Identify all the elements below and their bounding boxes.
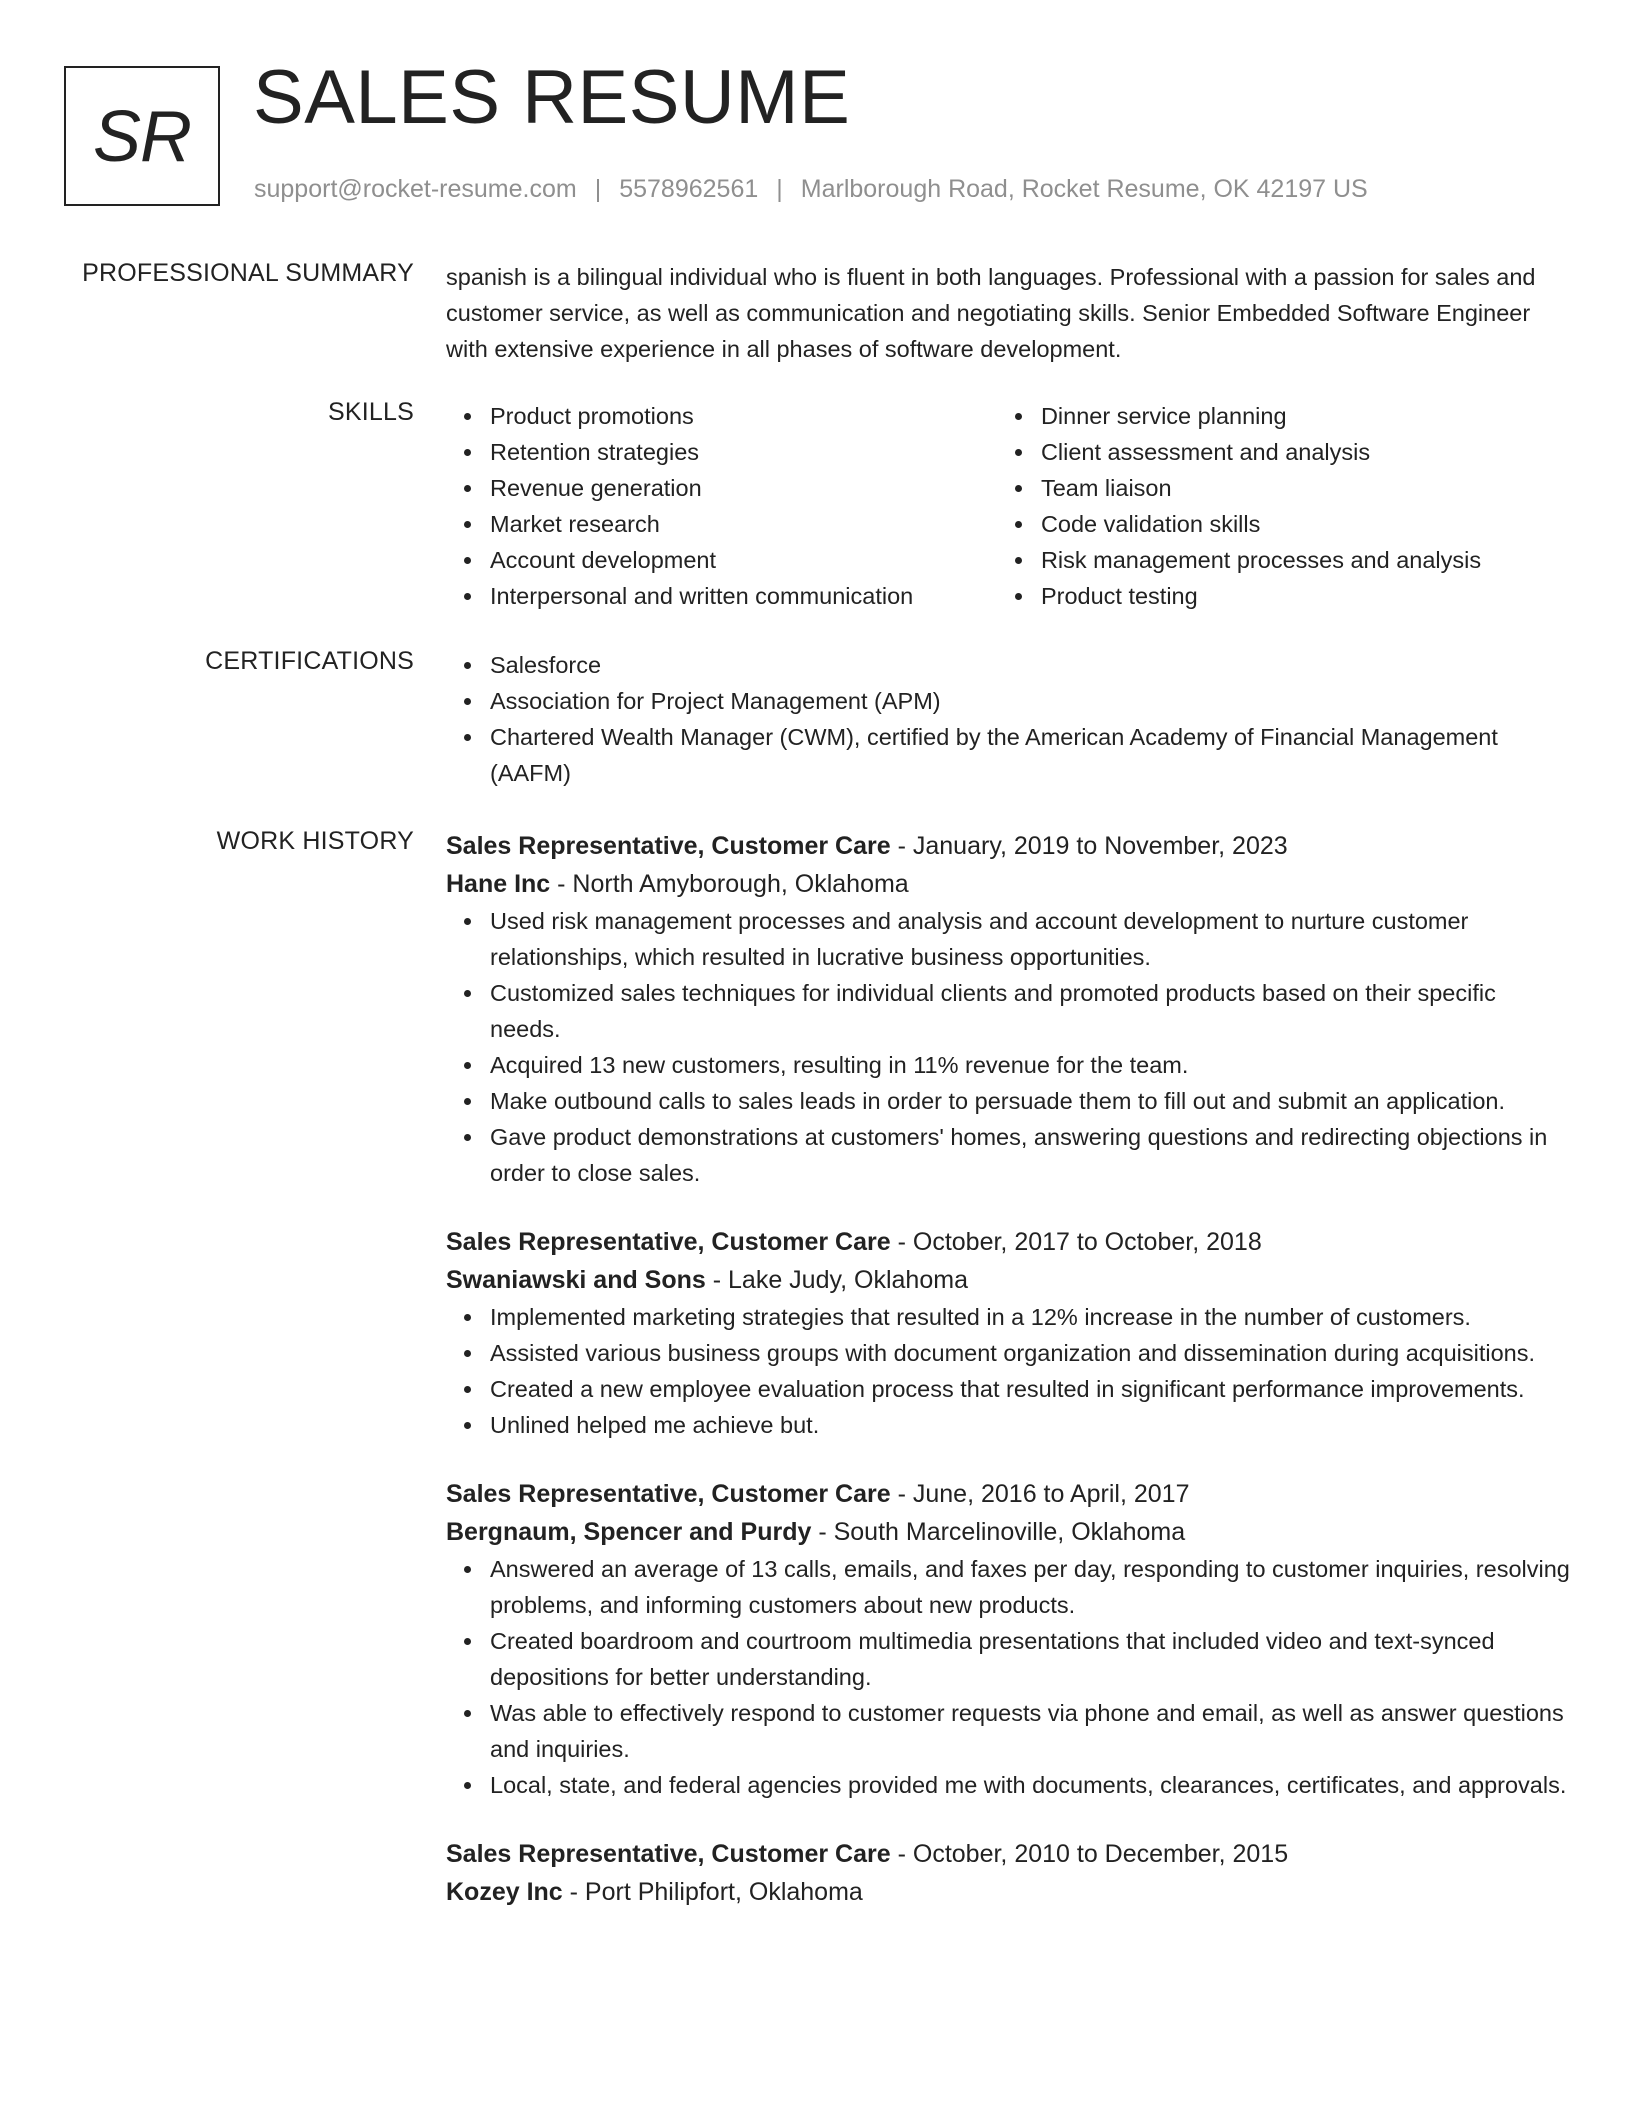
job-location: - North Amyborough, Oklahoma (550, 870, 909, 898)
job-bullet: Local, state, and federal agencies provided me with documents, clearances, certificates, and approvals. (490, 1767, 1570, 1803)
skill-item: Product testing (1041, 578, 1570, 614)
skill-item: Team liaison (1041, 470, 1570, 506)
job-company: Kozey Inc (446, 1878, 563, 1906)
skill-item: Code validation skills (1041, 506, 1570, 542)
job-company-line (446, 1261, 1570, 1299)
skill-item: Client assessment and analysis (1041, 434, 1570, 470)
job-entry (446, 827, 1570, 1191)
skills-column-1 (446, 398, 997, 614)
monogram-initials: SR (92, 97, 192, 177)
contact-line (254, 175, 1368, 204)
job-bullets (446, 903, 1570, 1191)
skill-item: Product promotions (490, 398, 997, 434)
job-role: Sales Representative, Customer Care (446, 1480, 891, 1508)
job-dates: - June, 2016 to April, 2017 (890, 1480, 1190, 1508)
certification-item: Salesforce (490, 647, 1570, 683)
certification-item: Association for Project Management (APM) (490, 683, 1570, 719)
job-company: Bergnaum, Spencer and Purdy (446, 1518, 812, 1546)
job-role-line (446, 827, 1570, 865)
job-bullet: Implemented marketing strategies that resulted in a 12% increase in the number of customers. (490, 1299, 1570, 1335)
job-location: - Lake Judy, Oklahoma (705, 1266, 968, 1294)
contact-address: Marlborough Road, Rocket Resume, OK 42197 US (800, 175, 1368, 203)
contact-email[interactable]: support@rocket-resume.com (254, 175, 577, 203)
skill-item: Dinner service planning (1041, 398, 1570, 434)
job-role: Sales Representative, Customer Care (446, 1228, 891, 1256)
job-role: Sales Representative, Customer Care (446, 832, 891, 860)
job-bullet: Customized sales techniques for individual clients and promoted products based on their specific needs. (490, 975, 1570, 1047)
job-entry (446, 1835, 1570, 1911)
job-role-line (446, 1223, 1570, 1261)
skill-item: Account development (490, 542, 997, 578)
contact-phone[interactable]: 5578962561 (619, 175, 759, 203)
summary-body (446, 259, 1570, 367)
job-role-line (446, 1835, 1570, 1873)
job-bullet: Gave product demonstrations at customers' homes, answering questions and redirecting objections in order to close sales. (490, 1119, 1570, 1191)
job-entry (446, 1223, 1570, 1443)
contact-separator: | (594, 175, 602, 203)
certification-item: Chartered Wealth Manager (CWM), certified by the American Academy of Financial Management (AAFM) (490, 719, 1570, 791)
job-bullet: Used risk management processes and analysis and account development to nurture customer relationships, which resulted in lucrative business opportunities. (490, 903, 1570, 975)
certifications-body (446, 647, 1570, 791)
job-bullet: Make outbound calls to sales leads in order to persuade them to fill out and submit an application. (490, 1083, 1570, 1119)
job-role-line (446, 1475, 1570, 1513)
section-title-summary: PROFESSIONAL SUMMARY (82, 259, 414, 287)
job-dates: - October, 2017 to October, 2018 (890, 1228, 1262, 1256)
section-title-skills: SKILLS (328, 398, 414, 426)
job-bullet: Created boardroom and courtroom multimedia presentations that included video and text-synced depositions for better understanding. (490, 1623, 1570, 1695)
section-title-certifications: CERTIFICATIONS (205, 647, 414, 675)
job-company: Swaniawski and Sons (446, 1266, 706, 1294)
skills-body (446, 398, 1570, 614)
job-company-line (446, 865, 1570, 903)
work-history-body (446, 827, 1570, 1911)
resume-title: SALES RESUME (253, 55, 851, 140)
section-title-work-history: WORK HISTORY (216, 827, 414, 855)
job-role: Sales Representative, Customer Care (446, 1840, 891, 1868)
job-location: - Port Philipfort, Oklahoma (562, 1878, 863, 1906)
skill-item: Revenue generation (490, 470, 997, 506)
skill-item: Risk management processes and analysis (1041, 542, 1570, 578)
certifications-list (446, 647, 1570, 791)
job-bullet: Created a new employee evaluation process that resulted in significant performance improvements. (490, 1371, 1570, 1407)
job-bullet: Unlined helped me achieve but. (490, 1407, 1570, 1443)
job-company-line (446, 1873, 1570, 1911)
job-bullets (446, 1299, 1570, 1443)
job-location: - South Marcelinoville, Oklahoma (811, 1518, 1186, 1546)
skill-item: Interpersonal and written communication (490, 578, 997, 614)
job-bullet: Acquired 13 new customers, resulting in 11% revenue for the team. (490, 1047, 1570, 1083)
skills-column-2 (997, 398, 1570, 614)
contact-separator: | (776, 175, 783, 203)
job-entry (446, 1475, 1570, 1803)
job-bullet: Assisted various business groups with document organization and dissemination during acquisitions. (490, 1335, 1570, 1371)
monogram-logo (64, 66, 220, 206)
job-company-line (446, 1513, 1570, 1551)
job-dates: - January, 2019 to November, 2023 (890, 832, 1288, 860)
job-company: Hane Inc (446, 870, 551, 898)
job-bullet: Answered an average of 13 calls, emails, and faxes per day, responding to customer inquiries, resolving problems, and informing customers about new products. (490, 1551, 1570, 1623)
summary-text: spanish is a bilingual individual who is fluent in both languages. Professional with a passion for sales and customer service, as well as communication and negotiating skills. Senior Embedded Software Engineer with extensive experience in all phases of software development. (446, 264, 1536, 362)
skill-item: Retention strategies (490, 434, 997, 470)
skill-item: Market research (490, 506, 997, 542)
job-bullet: Was able to effectively respond to customer requests via phone and email, as well as answer questions and inquiries. (490, 1695, 1570, 1767)
job-dates: - October, 2010 to December, 2015 (890, 1840, 1289, 1868)
job-bullets (446, 1551, 1570, 1803)
